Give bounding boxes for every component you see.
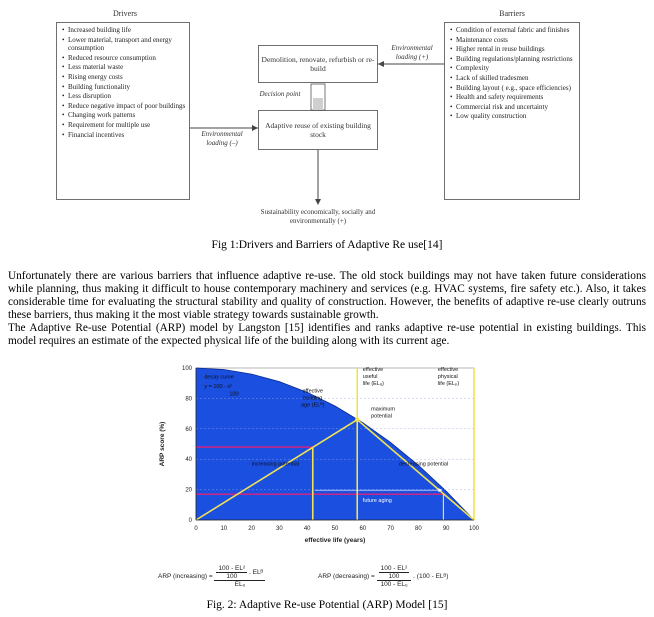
body-text <box>8 270 646 347</box>
barrier-item: • Building regulations/planning restrictions <box>450 55 576 64</box>
annotation-el-b: effective building age (ELᴮ) <box>301 388 325 409</box>
x-tick-label: 100 <box>468 526 480 532</box>
annotation-el-u: effective useful life (ELᵤ) <box>362 367 384 388</box>
barrier-item: • Commercial risk and uncertainty <box>450 103 576 112</box>
driver-item: • Rising energy costs <box>62 73 186 82</box>
barrier-item: • Health and safety requirements <box>450 93 576 102</box>
paragraph-arp-model: The Adaptive Re-use Potential (ARP) model by Langston [15] identifies and ranks adaptive re-use potential in existing buildings. This model requires an estimate of the expected physical life of the building along with its current age. <box>8 321 646 347</box>
x-tick-label: 40 <box>303 526 311 532</box>
formula-dec-den: 100 - ELᵤ <box>380 581 408 588</box>
x-tick-label: 90 <box>442 526 450 532</box>
fig2-caption: Fig. 2: Adaptive Re-use Potential (ARP) Model [15] <box>206 599 448 611</box>
sustainability-label: Sustainability economically, socially and environmentally (+) <box>260 208 376 225</box>
formula-dec-den1: 100 <box>388 573 400 580</box>
x-tick-label: 20 <box>248 526 255 532</box>
x-tick-label: 80 <box>415 526 422 532</box>
barriers-header: Barriers <box>499 9 525 18</box>
formula-inc-mult: . ELᴮ <box>249 569 264 577</box>
driver-item: • Less disruption <box>62 92 186 101</box>
y-tick-label: 40 <box>185 457 192 464</box>
formula-dec-num: 100 - EL² <box>380 565 408 572</box>
driver-item: • Requirement for multiple use <box>62 121 186 130</box>
y-tick-label: 60 <box>185 426 192 433</box>
fig1-connectors <box>0 0 654 240</box>
annotation-decreasing: decreasing potential <box>398 461 449 468</box>
annotation-decay-curve: decay curve <box>204 374 234 381</box>
x-axis-label: effective life (years) <box>304 537 366 544</box>
drivers-header: Drivers <box>113 9 137 18</box>
driver-item: • Financial incentives <box>62 131 186 140</box>
x-tick-label: 0 <box>194 526 198 532</box>
x-tick-label: 30 <box>276 526 283 532</box>
x-tick-label: 10 <box>220 526 228 532</box>
barrier-item: • Building layout ( e.g., space efficiencies) <box>450 84 576 93</box>
barrier-item: • Higher rental in reuse buildings <box>450 45 576 54</box>
driver-item: • Less material waste <box>62 63 186 72</box>
x-tick-label: 50 <box>331 526 339 532</box>
formula-decreasing <box>318 565 448 588</box>
driver-item: • Reduced resource consumption <box>62 54 186 63</box>
max-potential-point <box>355 417 359 421</box>
driver-item: • Building functionality <box>62 83 186 92</box>
formula-increasing-label: ARP (increasing) = <box>158 573 213 581</box>
formula-inc-num: 100 - EL² <box>218 565 246 572</box>
annotation-future-aging: future aging <box>362 497 392 504</box>
y-tick-label: 0 <box>188 518 192 524</box>
formula-increasing <box>158 565 265 588</box>
formula-inc-den1: 100 <box>226 573 238 580</box>
env-loading-pos-label: Environmental loading (+) <box>391 44 433 61</box>
x-tick-label: 70 <box>387 526 394 532</box>
formula-dec-mult: . (100 - ELᴮ) <box>413 573 449 581</box>
adaptive-reuse-text: Adaptive reuse of existing building stock <box>265 121 371 139</box>
decision-point-label: Decision point <box>259 90 301 98</box>
driver-item: • Lower material, transport and energy consumption <box>62 36 186 53</box>
y-tick-label: 100 <box>181 366 192 372</box>
demolition-text: Demolition, renovate, refurbish or re-build <box>261 55 375 73</box>
annotation-el-p: effective physical life (ELₚ) <box>437 367 460 388</box>
driver-item: • Changing work patterns <box>62 111 186 120</box>
formula-inc-den: ELᵤ <box>234 581 246 588</box>
barrier-item: • Low quality construction <box>450 112 576 121</box>
x-tick-label: 60 <box>359 526 367 532</box>
env-loading-neg-label: Environmental loading (–) <box>201 130 243 147</box>
barrier-item: • Condition of external fabric and finishes <box>450 26 576 35</box>
y-tick-label: 80 <box>185 396 192 403</box>
y-tick-label: 20 <box>185 487 192 494</box>
annotation-max-potential: maximum potential <box>371 406 395 420</box>
barrier-item: • Complexity <box>450 64 576 73</box>
driver-item: • Reduce negative impact of poor buildings <box>62 102 186 111</box>
driver-item: • Increased building life <box>62 26 186 35</box>
barrier-item: • Lack of skilled tradesmen <box>450 74 576 83</box>
arp-chart <box>150 360 490 560</box>
annotation-increasing: increasing potential <box>251 461 300 468</box>
barrier-item: • Maintenance costs <box>450 36 576 45</box>
fig1-caption: Fig 1:Drivers and Barriers of Adaptive Re use[14] <box>211 239 443 251</box>
y-axis-label: ARP score (%) <box>159 421 166 467</box>
formula-decreasing-label: ARP (decreasing) = <box>318 573 375 581</box>
annotation-decay-formula: y = 100 - x² <box>204 383 233 390</box>
paragraph-barriers: Unfortunately there are various barriers that influence adaptive re-use. The old stock buildings may not have taken future considerations while planning, thus making it difficult to house contemporary machinery and services (e.g. HVAC systems, fire safety etc.). Also, it takes considerable time for evaluating the structural stability and quality of construction. However, the benefits of adaptive re-use clearly outruns these barriers, thus making it the most viable strategy towards sustainable growth. <box>8 270 646 321</box>
annotation-decay-den: 100 <box>229 391 239 398</box>
